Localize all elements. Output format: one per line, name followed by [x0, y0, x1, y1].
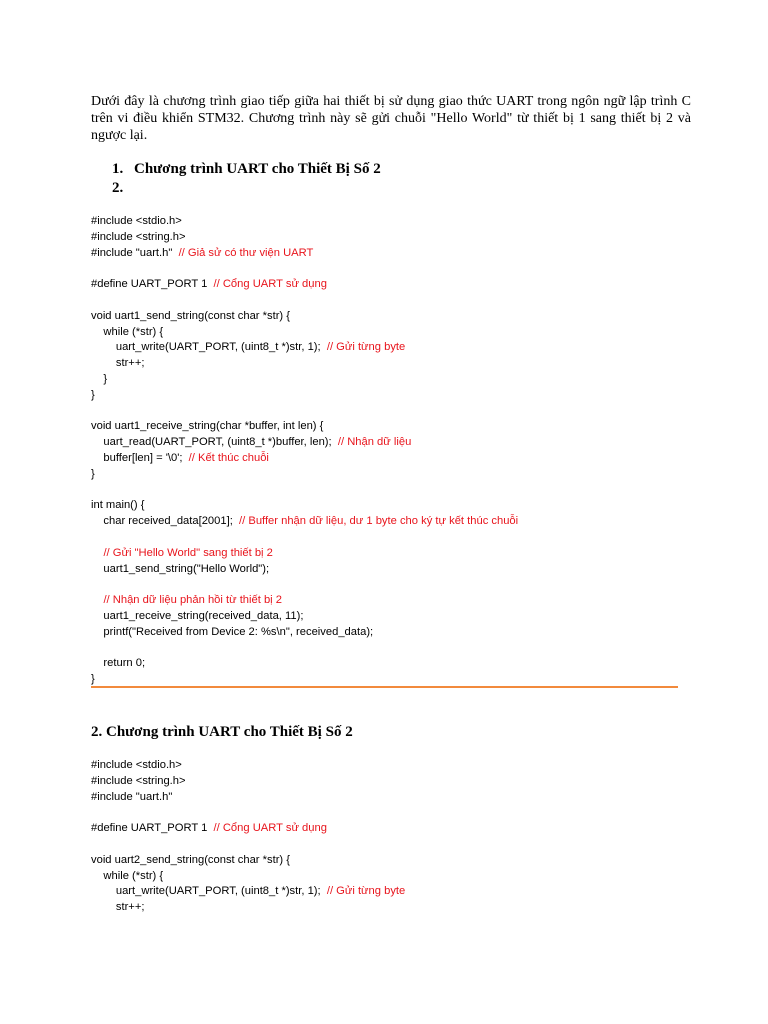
code-text: #include "uart.h" — [91, 246, 179, 259]
code-comment: // Gửi từng byte — [326, 885, 406, 898]
code-line — [91, 546, 691, 562]
code-line — [91, 790, 691, 806]
section-1-heading — [112, 160, 381, 178]
code-text: while (*str) { — [91, 869, 164, 882]
code-text: } — [91, 467, 95, 480]
code-line — [91, 869, 691, 885]
code-line — [91, 853, 691, 869]
code-text: uart1_send_string("Hello World"); — [91, 562, 270, 575]
list-number-2: 2. — [112, 180, 124, 196]
list-text-1: Chương trình UART cho Thiết Bị Số 2 — [134, 161, 381, 177]
code-text — [91, 594, 103, 606]
code-comment: // Buffer nhận dữ liệu, dư 1 byte cho ký tự kết thúc chuỗi — [239, 515, 519, 528]
code-line — [91, 388, 691, 404]
code-comment: // Kết thúc chuỗi — [188, 451, 269, 464]
code-block-device-2 — [91, 758, 691, 916]
code-line — [91, 451, 691, 467]
code-comment: // Gửi "Hello World" sang thiết bị 2 — [103, 546, 273, 559]
code-text: uart_write(UART_PORT, (uint8_t *)str, 1); — [91, 341, 327, 354]
code-line — [91, 435, 691, 451]
code-text: void uart1_send_string(const char *str) { — [91, 309, 290, 322]
code-line — [91, 821, 691, 837]
code-text: #include <stdio.h> — [91, 759, 182, 771]
code-comment: // Cổng UART sử dụng — [213, 278, 327, 291]
code-line — [91, 884, 691, 900]
code-line — [91, 419, 691, 435]
code-comment: // Nhận dữ liệu phản hồi từ thiết bị 2 — [103, 594, 282, 607]
code-line — [91, 562, 691, 578]
code-text: printf("Received from Device 2: %s\n", received_data); — [91, 625, 374, 638]
code-text — [91, 547, 103, 559]
code-text: #include <stdio.h> — [91, 215, 182, 227]
code-line — [91, 900, 691, 916]
code-line — [91, 593, 691, 609]
code-line — [91, 498, 691, 514]
code-comment: // Nhận dữ liệu — [337, 436, 412, 449]
code-line — [91, 609, 691, 625]
code-line — [91, 214, 691, 230]
code-text: #define UART_PORT 1 — [91, 278, 214, 291]
code-line — [91, 483, 691, 499]
code-text: return 0; — [91, 657, 146, 670]
code-line — [91, 404, 691, 420]
code-line — [91, 625, 691, 641]
code-line — [91, 340, 691, 356]
section-2-heading: 2. Chương trình UART cho Thiết Bị Số 2 — [91, 724, 353, 740]
code-text: } — [91, 388, 95, 401]
code-line — [91, 577, 691, 593]
code-text: #define UART_PORT 1 — [91, 822, 214, 835]
code-text: uart1_receive_string(received_data, 11); — [91, 609, 304, 622]
code-line — [91, 774, 691, 790]
intro-paragraph: Dưới đây là chương trình giao tiếp giữa hai thiết bị sử dụng giao thức UART trong ngôn ngữ lập trình C trên vi điều khiển STM32. Chương trình này sẽ gửi chuỗi "Hello World" từ thiết bị 1 sang thiết bị 2 và ngược lại. — [91, 94, 691, 143]
code-line — [91, 246, 691, 262]
code-line — [91, 805, 691, 821]
code-text: char received_data[2001]; — [91, 515, 240, 528]
code-line — [91, 467, 691, 483]
code-comment: // Gửi từng byte — [326, 341, 406, 354]
code-text: } — [91, 673, 95, 686]
code-block-device-1 — [91, 214, 691, 688]
code-line — [91, 230, 691, 246]
code-line — [91, 530, 691, 546]
code-text: str++; — [91, 901, 145, 914]
code-line — [91, 293, 691, 309]
code-text: #include <string.h> — [91, 774, 186, 787]
code-line — [91, 356, 691, 372]
code-line — [91, 261, 691, 277]
section-divider — [91, 686, 678, 688]
list-number-1: 1. — [112, 161, 124, 177]
code-text: #include "uart.h" — [91, 790, 173, 803]
code-text: uart_write(UART_PORT, (uint8_t *)str, 1); — [91, 885, 327, 898]
code-text: int main() { — [91, 499, 145, 512]
code-comment: // Giả sử có thư viện UART — [178, 246, 314, 259]
code-comment: // Cổng UART sử dụng — [213, 822, 327, 835]
code-line — [91, 641, 691, 657]
code-text: uart_read(UART_PORT, (uint8_t *)buffer, len); — [91, 436, 338, 449]
code-text: str++; — [91, 357, 145, 370]
code-text: void uart2_send_string(const char *str) { — [91, 853, 290, 866]
code-line — [91, 514, 691, 530]
code-line — [91, 837, 691, 853]
code-line — [91, 309, 691, 325]
code-text: void uart1_receive_string(char *buffer, int len) { — [91, 420, 324, 433]
code-line — [91, 372, 691, 388]
code-line — [91, 277, 691, 293]
code-text: buffer[len] = '\0'; — [91, 451, 189, 464]
code-text: #include <string.h> — [91, 230, 186, 243]
code-text: while (*str) { — [91, 325, 164, 338]
code-line — [91, 325, 691, 341]
code-text: } — [91, 372, 108, 385]
code-line — [91, 656, 691, 672]
list-item-2 — [112, 179, 134, 197]
code-line — [91, 758, 691, 774]
